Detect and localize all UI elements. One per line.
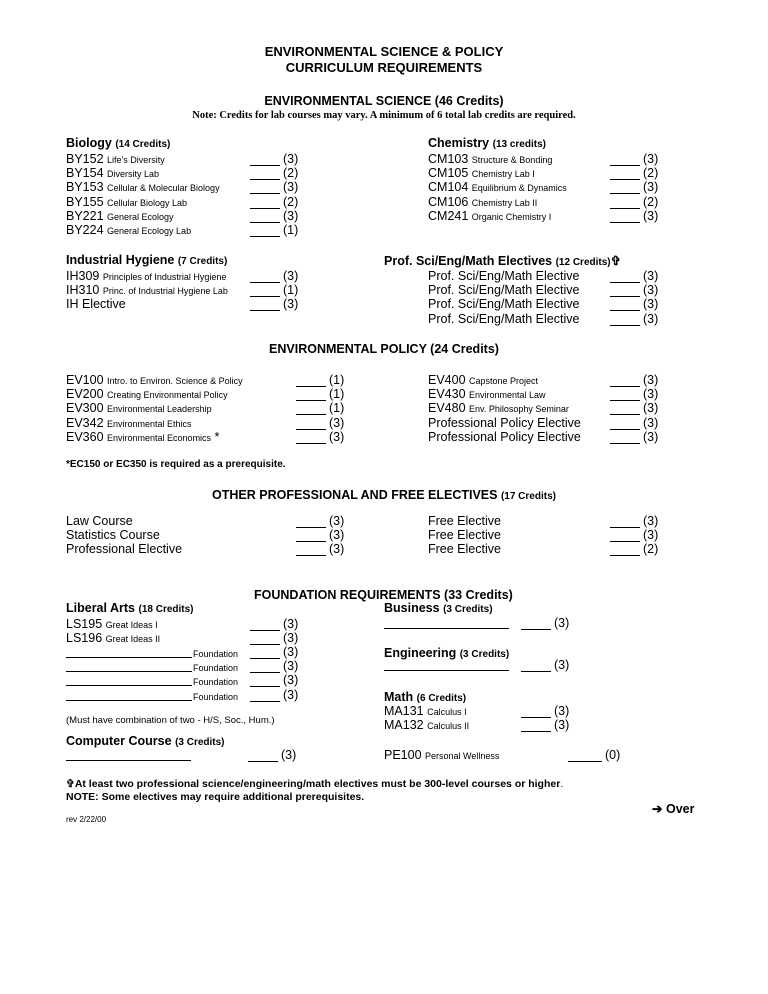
blank-line [250, 167, 280, 180]
foundation-course-line [66, 671, 192, 672]
course-code: Prof. Sci/Eng/Math Elective [428, 283, 580, 298]
policy-footnote: *EC150 or EC350 is required as a prerequisite. [66, 459, 286, 470]
course-name: Great Ideas II [105, 634, 161, 645]
blank-line [250, 660, 280, 673]
credit-value: (3) [283, 673, 299, 688]
credit-blank [610, 166, 658, 180]
course-code: CM103 [428, 152, 469, 166]
credit-value: (3) [283, 645, 299, 659]
credit-value: (3) [554, 704, 570, 718]
credit-blank [250, 209, 298, 223]
course-code: Prof. Sci/Eng/Math Elective [428, 311, 580, 326]
level-footnote: ✞At least two professional science/engineering/math electives must be 300-level courses or higher. [66, 778, 564, 790]
course-row [428, 152, 552, 166]
credit-blank [250, 283, 298, 297]
elective-row [428, 269, 579, 283]
engineering-course-line [384, 670, 509, 671]
credit-blank [250, 645, 298, 659]
blank-line [250, 270, 280, 283]
foundation-course-line [66, 657, 192, 658]
credit-blank [250, 180, 298, 194]
credit-blank [250, 223, 298, 237]
credit-value: (3) [643, 180, 659, 195]
blank-line [250, 298, 280, 311]
blank-line [250, 284, 280, 297]
course-row [66, 416, 192, 430]
course-code: CM106 [428, 194, 469, 209]
blank-line [610, 284, 640, 297]
course-row [66, 283, 228, 297]
course-name: Princ. of Industrial Hygiene Lab [102, 286, 228, 297]
credit-value: (1) [283, 223, 299, 237]
course-code: EV300 [66, 401, 104, 416]
course-row [66, 180, 220, 194]
credit-blank [296, 528, 344, 542]
credit-blank [250, 617, 298, 631]
course-name: Environmental Ethics [107, 418, 192, 429]
cross-symbol-icon: ✞ [66, 778, 75, 790]
credit-value: (2) [283, 166, 299, 181]
revision-date: rev 2/22/00 [66, 815, 107, 824]
foundation-course-line [66, 700, 192, 701]
blank-line [610, 153, 640, 166]
course-name: Calculus I [427, 707, 467, 717]
prerequisite-note: NOTE: Some electives may require additional prerequisites. [66, 791, 365, 803]
engineering-credit-blank: (3) [521, 658, 569, 672]
credit-blank [610, 430, 658, 444]
blank-line [296, 515, 326, 528]
credit-blank [296, 416, 344, 430]
credit-value: (3) [643, 152, 659, 166]
blank-line [296, 374, 326, 387]
course-code: EV200 [66, 387, 104, 402]
course-name: Cellular & Molecular Biology [107, 183, 220, 194]
course-code: CM105 [428, 166, 469, 181]
credit-value: (3) [329, 514, 345, 528]
course-row [66, 166, 159, 180]
course-code: EV100 [66, 373, 104, 387]
course-name: Life's Diversity [107, 155, 165, 165]
credit-value: (3) [329, 429, 345, 444]
blank-line [521, 705, 551, 718]
blank-line [296, 431, 326, 444]
course-code: BY154 [66, 166, 104, 181]
credit-value: (2) [643, 194, 659, 209]
credit-blank [610, 269, 658, 283]
other-electives-heading: OTHER PROFESSIONAL AND FREE ELECTIVES (17 Credits) [212, 488, 556, 502]
blank-line [610, 270, 640, 283]
elective-row [428, 528, 501, 542]
course-row [428, 195, 537, 209]
computer-heading: Computer Course (3 Credits) [66, 734, 225, 748]
course-code: Free Elective [428, 542, 501, 557]
blank-line [610, 388, 640, 401]
course-code: Professional Policy Elective [428, 415, 581, 430]
course-name: Diversity Lab [107, 169, 160, 180]
blank-line [296, 529, 326, 542]
credit-blank [296, 387, 344, 401]
credit-value: (2) [283, 194, 299, 209]
course-name: Creating Environmental Policy [107, 390, 228, 401]
credit-blank [610, 283, 658, 297]
credit-blank [610, 373, 658, 387]
course-name: Intro. to Environ. Science & Policy [107, 376, 243, 386]
credit-blank [521, 718, 569, 732]
elective-row [428, 297, 579, 311]
course-code: Free Elective [428, 514, 501, 528]
course-row [66, 617, 158, 631]
credit-blank [610, 542, 658, 556]
credit-value: (3) [643, 415, 659, 430]
arrow-right-icon: ➔ [652, 802, 663, 816]
course-code: Prof. Sci/Eng/Math Elective [428, 269, 580, 283]
course-code: MA132 [384, 718, 424, 733]
course-code: Law Course [66, 514, 133, 528]
course-row [66, 430, 219, 444]
credit-value: (1) [329, 373, 345, 387]
over-indicator: ➔ Over [652, 802, 695, 816]
course-row [66, 223, 191, 237]
credit-blank [250, 659, 298, 673]
credit-blank [610, 195, 658, 209]
foundation-course-line [66, 685, 192, 686]
course-code: BY152 [66, 152, 104, 166]
env-science-heading: ENVIRONMENTAL SCIENCE (46 Credits) [264, 94, 504, 108]
blank-line [610, 313, 640, 326]
math-heading: Math (6 Credits) [384, 690, 467, 704]
prerequisite-mark: * [214, 429, 220, 444]
credit-value: (3) [554, 718, 570, 733]
credit-blank [296, 542, 344, 556]
credit-value: (3) [643, 208, 659, 223]
course-row [428, 180, 567, 194]
credit-value: (1) [329, 401, 345, 416]
blank-line [610, 210, 640, 223]
course-name: Chemistry Lab II [471, 197, 538, 208]
document-title: ENVIRONMENTAL SCIENCE & POLICY [264, 44, 504, 59]
credit-blank [250, 269, 298, 283]
foundation-label: Foundation [193, 663, 239, 674]
course-code: BY155 [66, 194, 104, 209]
elective-row [66, 514, 133, 528]
course-row [66, 269, 226, 283]
blank-line [610, 167, 640, 180]
course-code: EV360 [66, 429, 104, 444]
course-name: Environmental Law [469, 390, 546, 401]
course-name: Organic Chemistry I [471, 211, 552, 222]
blank-line [610, 431, 640, 444]
liberal-arts-note: (Must have combination of two - H/S, Soc., Hum.) [66, 715, 275, 726]
document-subtitle: CURRICULUM REQUIREMENTS [285, 60, 483, 75]
pe-credit-blank: (0) [568, 748, 620, 762]
course-code: EV430 [428, 387, 466, 402]
course-row [66, 631, 160, 645]
cross-symbol-icon: ✞ [610, 254, 622, 268]
credit-value: (3) [283, 659, 299, 674]
engineering-heading: Engineering (3 Credits) [384, 646, 510, 660]
blank-line [610, 417, 640, 430]
blank-line [250, 632, 280, 645]
industrial-hygiene-heading: Industrial Hygiene (7 Credits) [66, 253, 228, 267]
course-code: Professional Elective [66, 542, 183, 557]
computer-course-line [66, 760, 191, 761]
credit-value: (3) [329, 415, 345, 430]
credit-blank [250, 297, 298, 311]
credit-value: (2) [643, 166, 659, 181]
credit-blank [296, 373, 344, 387]
credit-blank [250, 688, 298, 702]
credit-blank [250, 195, 298, 209]
credit-blank [296, 514, 344, 528]
course-code: CM104 [428, 180, 469, 195]
credit-blank [610, 401, 658, 415]
elective-row [428, 283, 579, 297]
course-name: Env. Philosophy Seminar [469, 404, 569, 415]
credit-blank [610, 514, 658, 528]
blank-line [610, 529, 640, 542]
business-course-line [384, 628, 509, 629]
env-policy-heading: ENVIRONMENTAL POLICY (24 Credits) [269, 342, 499, 356]
credit-value: (3) [643, 528, 659, 543]
credit-value: (1) [283, 283, 299, 298]
course-name: Environmental Leadership [107, 404, 212, 415]
credit-value: (3) [283, 297, 299, 312]
course-row [384, 704, 467, 718]
blank-line [296, 543, 326, 556]
course-name: Chemistry Lab I [471, 169, 535, 180]
blank-line [296, 388, 326, 401]
credit-blank [296, 430, 344, 444]
credit-value: (3) [283, 180, 299, 195]
course-row [428, 401, 569, 415]
credit-blank [250, 166, 298, 180]
credit-value: (3) [643, 429, 659, 444]
course-code: IH Elective [66, 297, 126, 312]
elective-row [428, 514, 501, 528]
credit-value: (1) [329, 387, 345, 402]
course-name: Cellular Biology Lab [107, 197, 188, 208]
credit-value: (3) [283, 687, 299, 702]
elective-row [428, 312, 579, 326]
course-name: Calculus II [427, 721, 470, 732]
credit-blank [610, 297, 658, 311]
credit-value: (3) [643, 373, 659, 387]
prof-electives-heading: Prof. Sci/Eng/Math Electives (12 Credits)✞ [384, 254, 622, 268]
blank-line [250, 689, 280, 702]
course-name: Equilibrium & Dynamics [471, 183, 567, 194]
credit-blank [250, 673, 298, 687]
course-code: EV400 [428, 373, 466, 387]
course-row [428, 416, 581, 430]
liberal-arts-heading: Liberal Arts (18 Credits) [66, 601, 194, 615]
course-name: Capstone Project [469, 376, 539, 386]
blank-line [610, 298, 640, 311]
course-name: Environmental Economics [107, 432, 212, 443]
credit-value: (3) [283, 269, 299, 283]
credit-blank [250, 152, 298, 166]
foundation-label: Foundation [193, 649, 239, 659]
credit-value: (3) [643, 514, 659, 528]
course-row [66, 387, 228, 401]
blank-line [610, 515, 640, 528]
course-name: Structure & Bonding [471, 155, 553, 165]
credit-value: (3) [283, 631, 299, 646]
elective-row [66, 542, 182, 556]
credit-value: (3) [329, 542, 345, 557]
blank-line [250, 196, 280, 209]
course-name: General Ecology [107, 211, 174, 222]
blank-line [610, 181, 640, 194]
elective-row [428, 542, 501, 556]
course-code: Statistics Course [66, 528, 160, 543]
credit-blank [296, 401, 344, 415]
credit-value: (2) [643, 542, 659, 557]
course-row [428, 209, 551, 223]
blank-line [250, 618, 280, 631]
credit-value: (3) [283, 208, 299, 223]
business-credit-blank: (3) [521, 616, 569, 630]
foundation-label: Foundation [193, 677, 239, 688]
course-row [66, 373, 243, 387]
course-row [428, 373, 538, 387]
blank-line [610, 402, 640, 415]
credit-blank [610, 152, 658, 166]
course-code: Prof. Sci/Eng/Math Elective [428, 297, 580, 312]
credit-blank [610, 180, 658, 194]
course-code: BY221 [66, 208, 104, 223]
business-heading: Business (3 Credits) [384, 601, 493, 615]
blank-line [610, 196, 640, 209]
course-row [428, 387, 546, 401]
biology-heading: Biology (14 Credits) [66, 136, 171, 150]
course-name: General Ecology Lab [107, 226, 192, 236]
course-name: Great Ideas I [105, 620, 158, 630]
credit-value: (3) [643, 283, 659, 298]
credit-blank [610, 387, 658, 401]
blank-line [250, 210, 280, 223]
credit-value: (3) [283, 617, 299, 631]
credit-blank [610, 416, 658, 430]
blank-line [250, 674, 280, 687]
blank-line [250, 646, 280, 659]
course-name: Principles of Industrial Hygiene [102, 272, 227, 282]
course-row [66, 209, 174, 223]
course-code: IH309 [66, 269, 100, 283]
blank-line [296, 402, 326, 415]
course-row [66, 297, 126, 311]
course-code: IH310 [66, 283, 100, 298]
blank-line [296, 417, 326, 430]
credit-value: (3) [643, 297, 659, 312]
course-code: MA131 [384, 704, 424, 718]
credit-value: (3) [643, 387, 659, 402]
course-code: LS195 [66, 617, 103, 631]
course-code: Free Elective [428, 528, 501, 543]
course-code: EV480 [428, 401, 466, 416]
foundation-heading: FOUNDATION REQUIREMENTS (33 Credits) [254, 588, 513, 602]
elective-row [66, 528, 160, 542]
course-row [428, 430, 581, 444]
credit-blank [250, 631, 298, 645]
computer-credit-blank: (3) [248, 748, 296, 762]
course-row [384, 718, 469, 732]
credit-blank [521, 704, 569, 718]
course-code: BY153 [66, 180, 104, 195]
course-row [66, 195, 187, 209]
chemistry-heading: Chemistry (13 credits) [428, 136, 546, 150]
blank-line [250, 153, 280, 166]
credit-blank [610, 528, 658, 542]
blank-line [521, 719, 551, 732]
credit-blank [610, 312, 658, 326]
course-code: EV342 [66, 415, 104, 430]
foundation-label: Foundation [193, 691, 239, 702]
course-code: LS196 [66, 631, 103, 646]
course-row [66, 401, 212, 415]
course-row [428, 166, 535, 180]
blank-line [610, 374, 640, 387]
course-code: Professional Policy Elective [428, 429, 581, 444]
blank-line [250, 181, 280, 194]
blank-line [250, 224, 280, 237]
blank-line [610, 543, 640, 556]
course-code: CM241 [428, 208, 469, 223]
lab-credits-note: Note: Credits for lab courses may vary. A minimum of 6 total lab credits are required. [192, 110, 576, 121]
credit-value: (3) [643, 311, 659, 326]
credit-blank [610, 209, 658, 223]
credit-value: (3) [283, 152, 299, 166]
course-row [66, 152, 165, 166]
credit-value: (3) [643, 269, 659, 283]
pe-course: PE100 Personal Wellness [384, 748, 500, 762]
credit-value: (3) [329, 528, 345, 543]
credit-value: (3) [643, 401, 659, 416]
course-code: BY224 [66, 223, 104, 237]
